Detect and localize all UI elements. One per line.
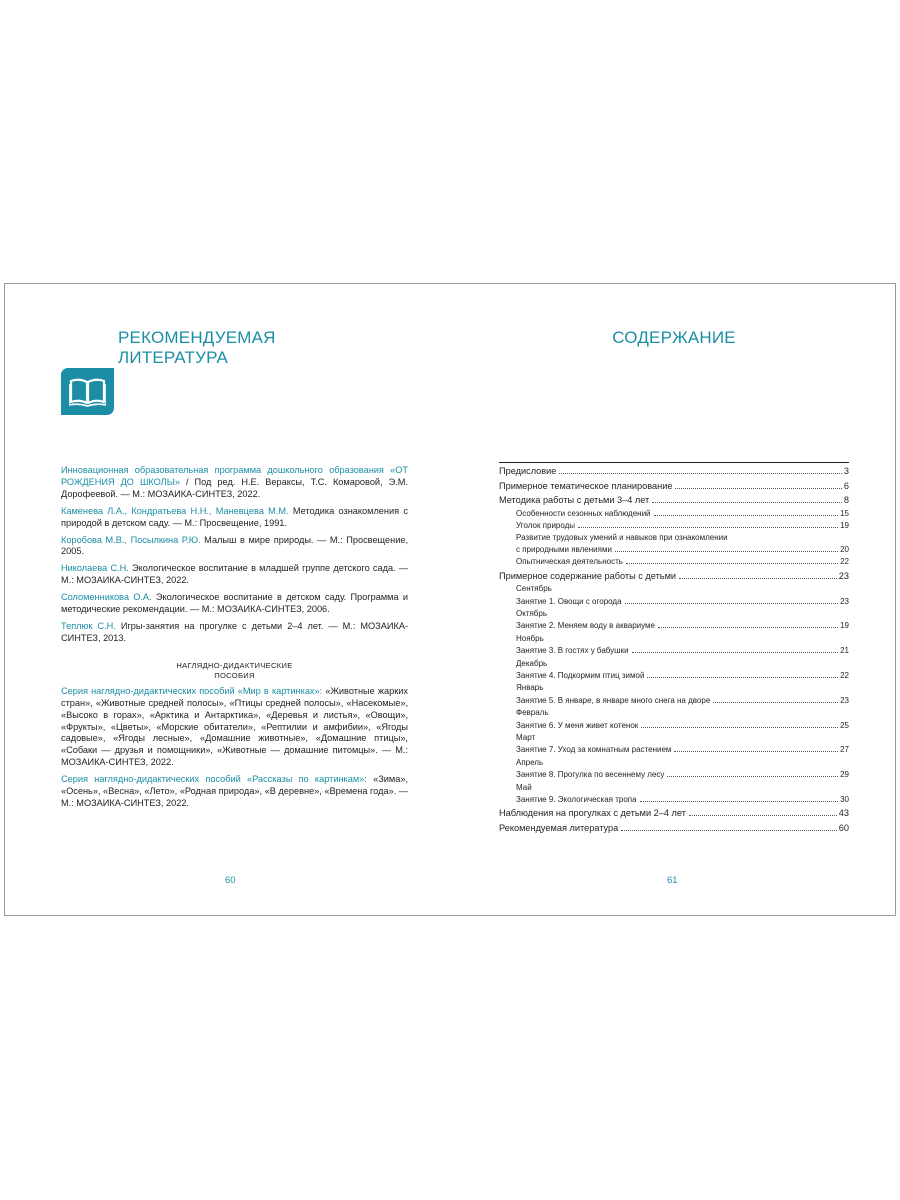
toc-leader-dots [658, 626, 838, 628]
toc-entry[interactable] [499, 556, 849, 568]
entry-text: «Зима», «Осень», «Весна», «Лето», «Родная природа», «В деревне», «Времена года». — М.: МОЗАИКА-СИНТЕЗ, 2022. [61, 774, 408, 808]
contents-title: СОДЕРЖАНИЕ [612, 328, 736, 347]
toc-entry-label: Занятие 5. В январе, в январе много снега на дворе [516, 695, 711, 705]
toc-entry[interactable] [499, 645, 849, 657]
toc-entry-label: Занятие 3. В гостях у бабушки [516, 646, 629, 656]
toc-entry[interactable] [499, 520, 849, 532]
toc-entry-label: Занятие 9. Экологическая тропа [516, 795, 637, 805]
right-page [451, 284, 897, 915]
toc-entry-label: с природными явлениями [516, 544, 612, 554]
toc-page-number: 30 [840, 795, 849, 805]
literature-entry [61, 686, 408, 769]
toc-leader-dots [625, 602, 839, 604]
toc-month: Апрель [516, 757, 544, 767]
toc-entry-label: Предисловие [499, 466, 557, 476]
left-page [5, 284, 451, 915]
toc-entry-label: Занятие 1. Овощи с огорода [516, 596, 622, 606]
entry-author: Серия наглядно-дидактических пособий «Рассказы по картинкам»: [61, 774, 367, 785]
entry-author: Инновационная образовательная программа дошкольного образования «ОТ РОЖДЕНИЯ ДО ШКОЛЫ» [61, 465, 408, 487]
toc-leader-dots [615, 550, 838, 552]
toc-month: Сентябрь [516, 584, 552, 594]
toc-month: Октябрь [516, 608, 548, 618]
toc-entry-label: Примерное содержание работы с детьми [499, 570, 677, 581]
literature-list [61, 465, 408, 815]
toc-page-number: 3 [843, 466, 849, 476]
toc-leader-dots [647, 676, 838, 678]
toc-month: Май [516, 782, 532, 792]
toc-page-number: 23 [838, 570, 849, 581]
toc-leader-dots [626, 562, 838, 564]
subheading-line: НАГЛЯДНО-ДИДАКТИЧЕСКИЕ [176, 660, 293, 670]
toc-leader-dots [667, 775, 838, 777]
book-icon [69, 375, 106, 408]
entry-author: Николаева С.Н. [61, 563, 129, 574]
toc-page-number: 23 [840, 596, 849, 606]
toc-entry-label: Особенности сезонных наблюдений [516, 508, 651, 518]
entry-text: / Под ред. Н.Е. Вераксы, Т.С. Комаровой, Э.М. Дорофеевой. — М.: МОЗАИКА-СИНТЕЗ, 2022. [61, 476, 408, 499]
toc-page-number: 22 [840, 557, 849, 567]
toc-page-number: 23 [840, 695, 849, 705]
toc-entry[interactable] [499, 480, 849, 494]
entry-text: «Животные жарких стран», «Животные средней полосы», «Птицы средней полосы», «Насекомые», «Высоко в горах», «Арктика и Антарктика», «Деревья и листья», «Овощи», «Фрукты», «Цветы», «Морские обитатели», «Рептилии и амфибии», «Ягоды садовые», «Ягоды лесные», «Домашние животные», «Домашние птицы», «Собаки — друзья и помощники», «Животные — домашние питомцы». — М.: МОЗАИКА-СИНТЕЗ, 2022. [61, 685, 409, 768]
toc-page-number: 20 [840, 544, 849, 554]
entry-text: Методика ознакомления с природой в детском саду. — М.: Просвещение, 1991. [61, 505, 408, 528]
toc-entry[interactable] [499, 620, 849, 632]
toc-entry[interactable] [499, 794, 849, 806]
toc-entry[interactable] [499, 822, 849, 836]
toc-entry[interactable] [499, 695, 849, 707]
toc-month: Январь [516, 683, 544, 693]
toc-leader-dots [578, 526, 838, 528]
entry-author: Соломенникова О.А. [61, 592, 152, 603]
visual-aids-subheading [61, 661, 408, 681]
toc-top-rule [499, 462, 849, 463]
literature-entry [61, 774, 408, 810]
toc-entry[interactable] [499, 508, 849, 520]
literature-entry [61, 592, 408, 616]
entry-author: Коробова М.В., Посылкина Р.Ю. [61, 534, 201, 545]
toc-page-number: 27 [840, 745, 849, 755]
toc-entry[interactable] [499, 570, 849, 584]
literature-entry [61, 535, 408, 559]
toc-leader-dots [689, 814, 837, 816]
literature-entry [61, 563, 408, 587]
toc-leader-dots [621, 829, 837, 831]
toc-entry[interactable] [499, 544, 849, 556]
toc-page-number: 43 [838, 808, 849, 819]
toc-page-number: 19 [840, 520, 849, 530]
toc-leader-dots [559, 472, 841, 474]
entry-text: Экологическое воспитание в детском саду. Программа и методические рекомендации. — М.: МОЗАИКА-СИНТЕЗ, 2006. [61, 592, 408, 615]
toc-entry-label: Рекомендуемая литература [499, 822, 619, 833]
toc-page-number: 29 [840, 770, 849, 780]
book-spread [4, 283, 896, 916]
toc-entry-label: Опытническая деятельность [516, 557, 623, 567]
toc-entry-label: Методика работы с детьми 3–4 лет [499, 495, 650, 505]
toc-entry-label: Примерное тематическое планирование [499, 480, 673, 491]
toc-leader-dots [675, 487, 841, 489]
toc-leader-dots [679, 577, 837, 579]
toc-entry-label: Занятие 8. Прогулка по весеннему лесу [516, 770, 665, 780]
toc-page-number: 15 [840, 508, 849, 518]
literature-entry [61, 621, 408, 645]
toc-leader-dots [641, 726, 838, 728]
toc-entry[interactable] [499, 769, 849, 781]
literature-entry [61, 465, 408, 501]
toc-page-number: 22 [840, 670, 849, 680]
entry-text: Игры-занятия на прогулке с детьми 2–4 лет. — М.: МОЗАИКА-СИНТЕЗ, 2013. [61, 620, 409, 643]
toc-entry-label: Занятие 6. У меня живет котенок [516, 720, 639, 730]
toc-page-number: 8 [843, 495, 849, 505]
toc-page-number: 6 [843, 480, 849, 491]
entry-author: Каменева Л.А., Кондратьева Н.Н., Маневцева М.М. [61, 505, 289, 516]
toc-entry[interactable] [499, 465, 849, 479]
toc-entry[interactable] [499, 807, 849, 821]
toc-page-number: 19 [840, 621, 849, 631]
toc-entry-label: Занятие 2. Меняем воду в аквариуме [516, 621, 655, 631]
toc-entry[interactable] [499, 670, 849, 682]
toc-entry[interactable] [499, 494, 849, 508]
toc-month: Декабрь [516, 658, 548, 668]
toc-leader-dots [652, 501, 842, 503]
toc-leader-dots [674, 750, 838, 752]
page-number-right: 61 [667, 875, 678, 886]
subheading-line: ПОСОБИЯ [214, 670, 255, 680]
page-number-left: 60 [225, 875, 236, 886]
toc-page-number: 25 [840, 720, 849, 730]
toc-month: Ноябрь [516, 633, 544, 643]
table-of-contents [499, 462, 849, 835]
toc-entry[interactable] [499, 720, 849, 732]
toc-leader-dots [632, 651, 839, 653]
entry-text: Малыш в мире природы. — М.: Просвещение, 2005. [61, 534, 408, 557]
toc-entry[interactable] [499, 744, 849, 756]
literature-entry [61, 506, 408, 530]
toc-month: Февраль [516, 708, 549, 718]
toc-page-number: 21 [840, 646, 849, 656]
book-icon-box [61, 368, 114, 415]
toc-month: Март [516, 733, 536, 742]
entry-text: Экологическое воспитание в младшей группе детского сада. — М.: МОЗАИКА-СИНТЕЗ, 2022. [61, 563, 408, 586]
toc-entry-label: Занятие 4. Подкормим птиц зимой [516, 670, 645, 680]
toc-entry-label: Наблюдения на прогулках с детьми 2–4 лет [499, 808, 686, 819]
entry-author: Серия наглядно-дидактических пособий «Мир в картинках»: [61, 685, 323, 696]
toc-page-number: 60 [838, 822, 849, 833]
left-page-title: РЕКОМЕНДУЕМАЯ ЛИТЕРАТУРА [118, 328, 276, 367]
toc-entry-label: Развитие трудовых умений и навыков при ознакомлении [516, 533, 728, 543]
toc-leader-dots [713, 701, 838, 703]
toc-entry-label: Занятие 7. Уход за комнатным растением [516, 745, 672, 755]
toc-leader-dots [640, 800, 839, 802]
entry-author: Теплюк С.Н. [61, 620, 116, 631]
toc-entry[interactable] [499, 596, 849, 608]
toc-leader-dots [654, 514, 839, 516]
toc-entry-label: Уголок природы [516, 520, 576, 530]
